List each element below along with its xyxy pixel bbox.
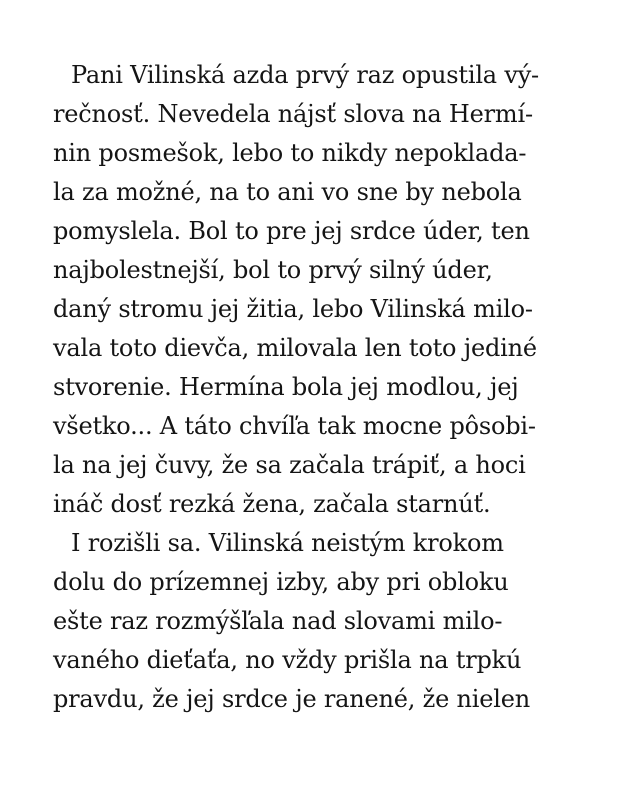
page-text xyxy=(53,56,593,719)
text-line: stvorenie. Hermína bola jej modlou, jej xyxy=(53,373,519,401)
text-line: dolu do prízemnej izby, aby pri obloku xyxy=(53,568,509,596)
text-line: la za možné, na to ani vo sne by nebola xyxy=(53,178,522,206)
text-line: rečnosť. Nevedela nájsť slova na Hermí- xyxy=(53,100,533,128)
paragraph xyxy=(53,56,593,524)
text-line: pravdu, že jej srdce je ranené, že nielen xyxy=(53,685,530,713)
paragraph xyxy=(53,524,593,719)
text-line: najbolestnejší, bol to prvý silný úder, xyxy=(53,256,493,284)
text-line: nin posmešok, lebo to nikdy nepoklada- xyxy=(53,139,527,167)
text-line: všetko... A táto chvíľa tak mocne pôsobi- xyxy=(53,412,536,440)
text-line: Pani Vilinská azda prvý raz opustila vý- xyxy=(71,61,539,89)
text-line: ináč dosť rezká žena, začala starnúť. xyxy=(53,490,491,518)
text-line: la na jej čuvy, že sa začala trápiť, a hoci xyxy=(53,451,526,479)
text-line: pomyslela. Bol to pre jej srdce úder, ten xyxy=(53,217,530,245)
text-line: vaného dieťaťa, no vždy prišla na trpkú xyxy=(53,646,522,674)
text-line: I rozišli sa. Vilinská neistým krokom xyxy=(71,529,504,557)
text-line: daný stromu jej žitia, lebo Vilinská milo- xyxy=(53,295,533,323)
text-line: ešte raz rozmýšľala nad slovami milo- xyxy=(53,607,503,635)
text-line: vala toto dievča, milovala len toto jediné xyxy=(53,334,537,362)
